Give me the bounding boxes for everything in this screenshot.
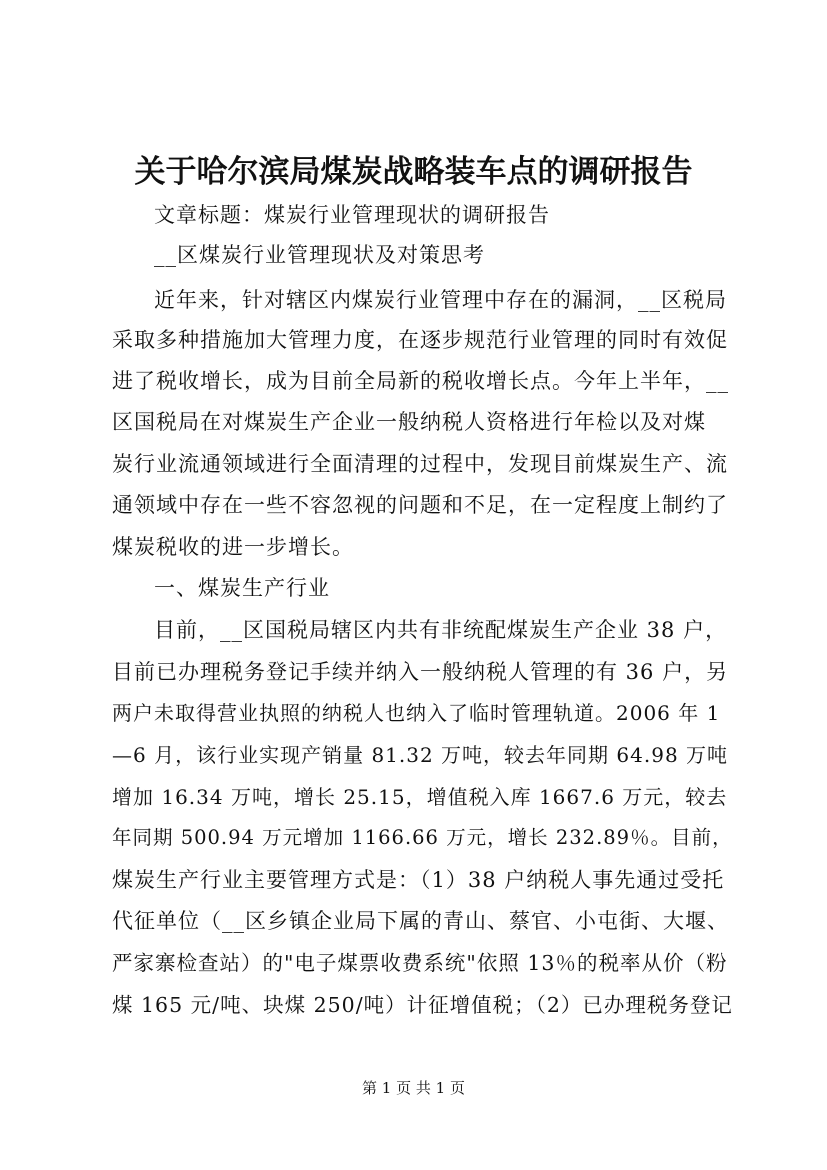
paragraph-line: 炭行业流通领域进行全面清理的过程中，发现目前煤炭生产、流 (112, 452, 728, 476)
paragraph-line: 代征单位（__区乡镇企业局下属的青山、蔡官、小屯街、大堰、 (112, 909, 729, 933)
paragraph-line: 目前，__区国税局辖区内共有非统配煤炭生产企业 38 户， (154, 618, 728, 642)
paragraph-line: —6 月，该行业实现产销量 81.32 万吨，较去年同期 64.98 万吨 (112, 743, 729, 767)
paragraph-line: 严家寨检查站）的"电子煤票收费系统"依照 13％的税率从价（粉 (112, 951, 728, 975)
paragraph-line: 煤炭税收的进一步增长。 (112, 535, 354, 559)
paragraph-line: 通领域中存在一些不容忽视的问题和不足，在一定程度上制约了 (112, 493, 728, 517)
paragraph-line: 煤 165 元/吨、块煤 250/吨）计征增值税；（2）已办理税务登记 (112, 993, 733, 1017)
article-title-line: 文章标题：煤炭行业管理现状的调研报告 (154, 203, 550, 227)
paragraph-line: 增加 16.34 万吨，增长 25.15，增值税入库 1667.6 万元，较去 (112, 785, 728, 809)
paragraph-line: 煤炭生产行业主要管理方式是：（1）38 户纳税人事先通过受托 (112, 868, 725, 892)
paragraph-line: 进了税收增长，成为目前全局新的税收增长点。今年上半年，__ (112, 369, 729, 393)
subtitle-line: __区煤炭行业管理现状及对策思考 (154, 243, 485, 267)
page-number-footer: 第 1 页 共 1 页 (362, 1079, 465, 1097)
paragraph-line: 目前已办理税务登记手续并纳入一般纳税人管理的有 36 户，另 (112, 660, 729, 684)
paragraph-line: 近年来，针对辖区内煤炭行业管理中存在的漏洞，__区税局 (154, 288, 727, 312)
paragraph-line: 采取多种措施加大管理力度，在逐步规范行业管理的同时有效促 (112, 328, 728, 352)
paragraph-line: 区国税局在对煤炭生产企业一般纳税人资格进行年检以及对煤 (112, 410, 706, 434)
paragraph-line: 两户未取得营业执照的纳税人也纳入了临时管理轨道。2006 年 1 (112, 701, 721, 725)
document-title: 关于哈尔滨局煤炭战略装车点的调研报告 (134, 154, 693, 190)
section-heading: 一、煤炭生产行业 (154, 576, 330, 600)
paragraph-line: 年同期 500.94 万元增加 1166.66 万元，增长 232.89％。目前， (112, 826, 733, 849)
